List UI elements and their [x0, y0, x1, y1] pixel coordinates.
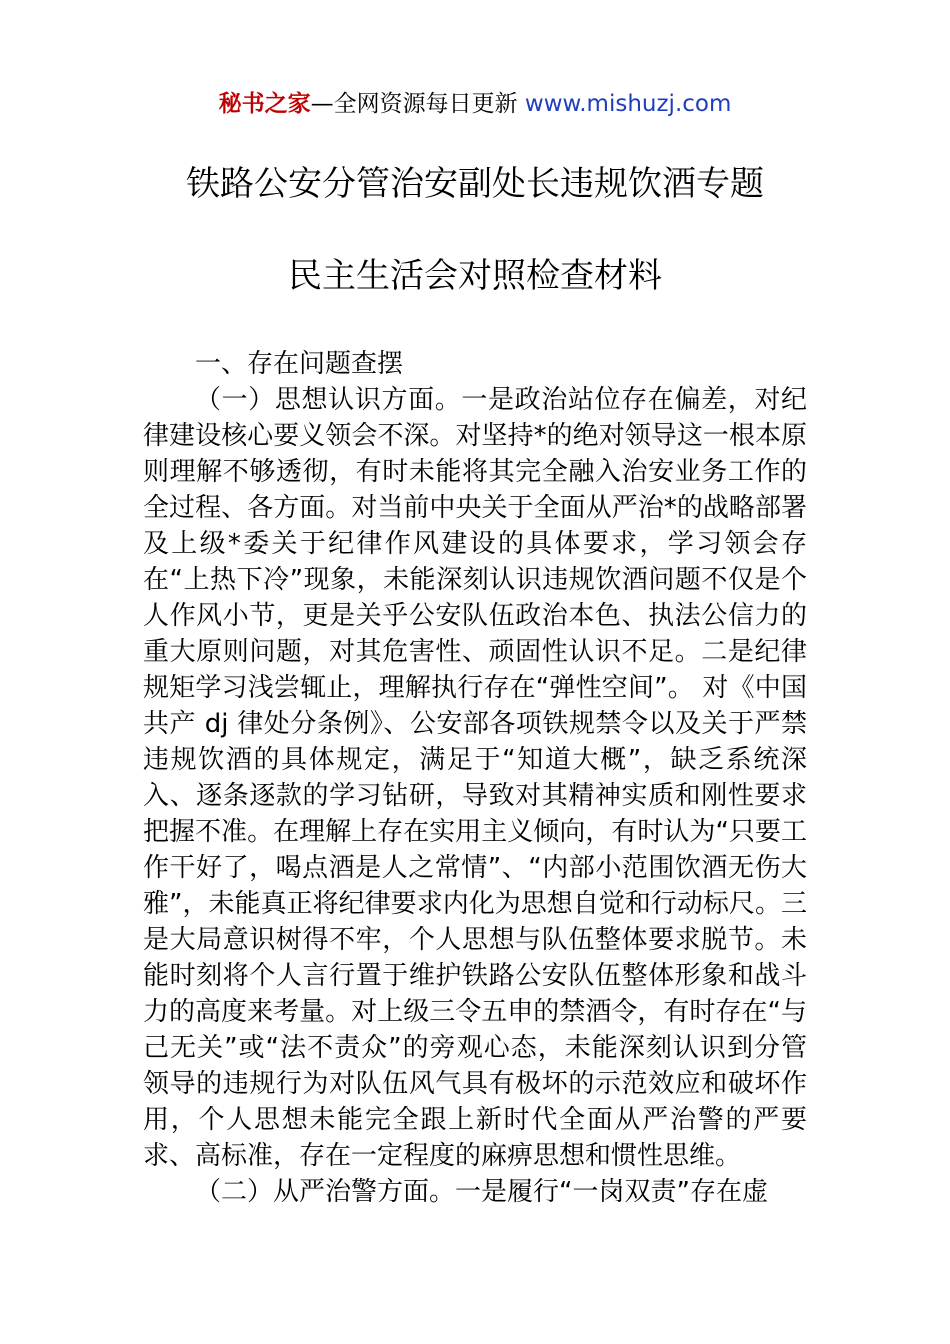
- header-brand: 秘书之家: [218, 91, 311, 117]
- section-heading: 一、存在问题查摆: [195, 349, 404, 379]
- document-title-line-1: 铁路公安分管治安副处长违规饮酒专题: [186, 164, 764, 204]
- document-body: [143, 346, 807, 1210]
- header-site-link[interactable]: www.mishuzj.com: [524, 91, 732, 117]
- document-header: [0, 86, 950, 122]
- body-paragraph-2: （二）从严治警方面。一是履行“一岗双责”存在虚: [195, 1177, 768, 1207]
- body-paragraph-1: （一）思想认识方面。一是政治站位存在偏差，对纪律建设核心要义领会不深。对坚持*的绝对领导这一根本原则理解不够透彻，有时未能将其完全融入治安业务工作的全过程、各方面。对当前中央关于全面从严治*的战略部署及上级*委关于纪律作风建设的具体要求，学习领会存在“上热下冷”现象，未能深刻认识违规饮酒问题不仅是个人作风小节，更是关乎公安队伍政治本色、执法公信力的重大原则问题，对其危害性、顽固性认识不足。二是纪律规矩学习浅尝辄止，理解执行存在“弹性空间”。 对《中国共产 dj 律处分条例》、公安部各项铁规禁令以及关于严禁违规饮酒的具体规定，满足于“知道大概”，缺乏系统深入、逐条逐款的学习钻研，导致对其精神实质和刚性要求把握不准。在理解上存在实用主义倾向，有时认为“只要工作干好了，喝点酒是人之常情”、“内部小范围饮酒无伤大雅”，未能真正将纪律要求内化为思想自觉和行动标尺。三是大局意识树得不牢，个人思想与队伍整体要求脱节。未能时刻将个人言行置于维护铁路公安队伍整体形象和战斗力的高度来考量。对上级三令五申的禁酒令，有时存在“与己无关”或“法不责众”的旁观心态，未能深刻认识到分管领导的违规行为对队伍风气具有极坏的示范效应和破坏作用，个人思想未能完全跟上新时代全面从严治警的严要求、高标准，存在一定程度的麻痹思想和惯性思维。: [143, 385, 807, 1171]
- document-title-line-2: 民主生活会对照检查材料: [288, 256, 662, 296]
- header-tagline: —全网资源每日更新: [310, 91, 525, 117]
